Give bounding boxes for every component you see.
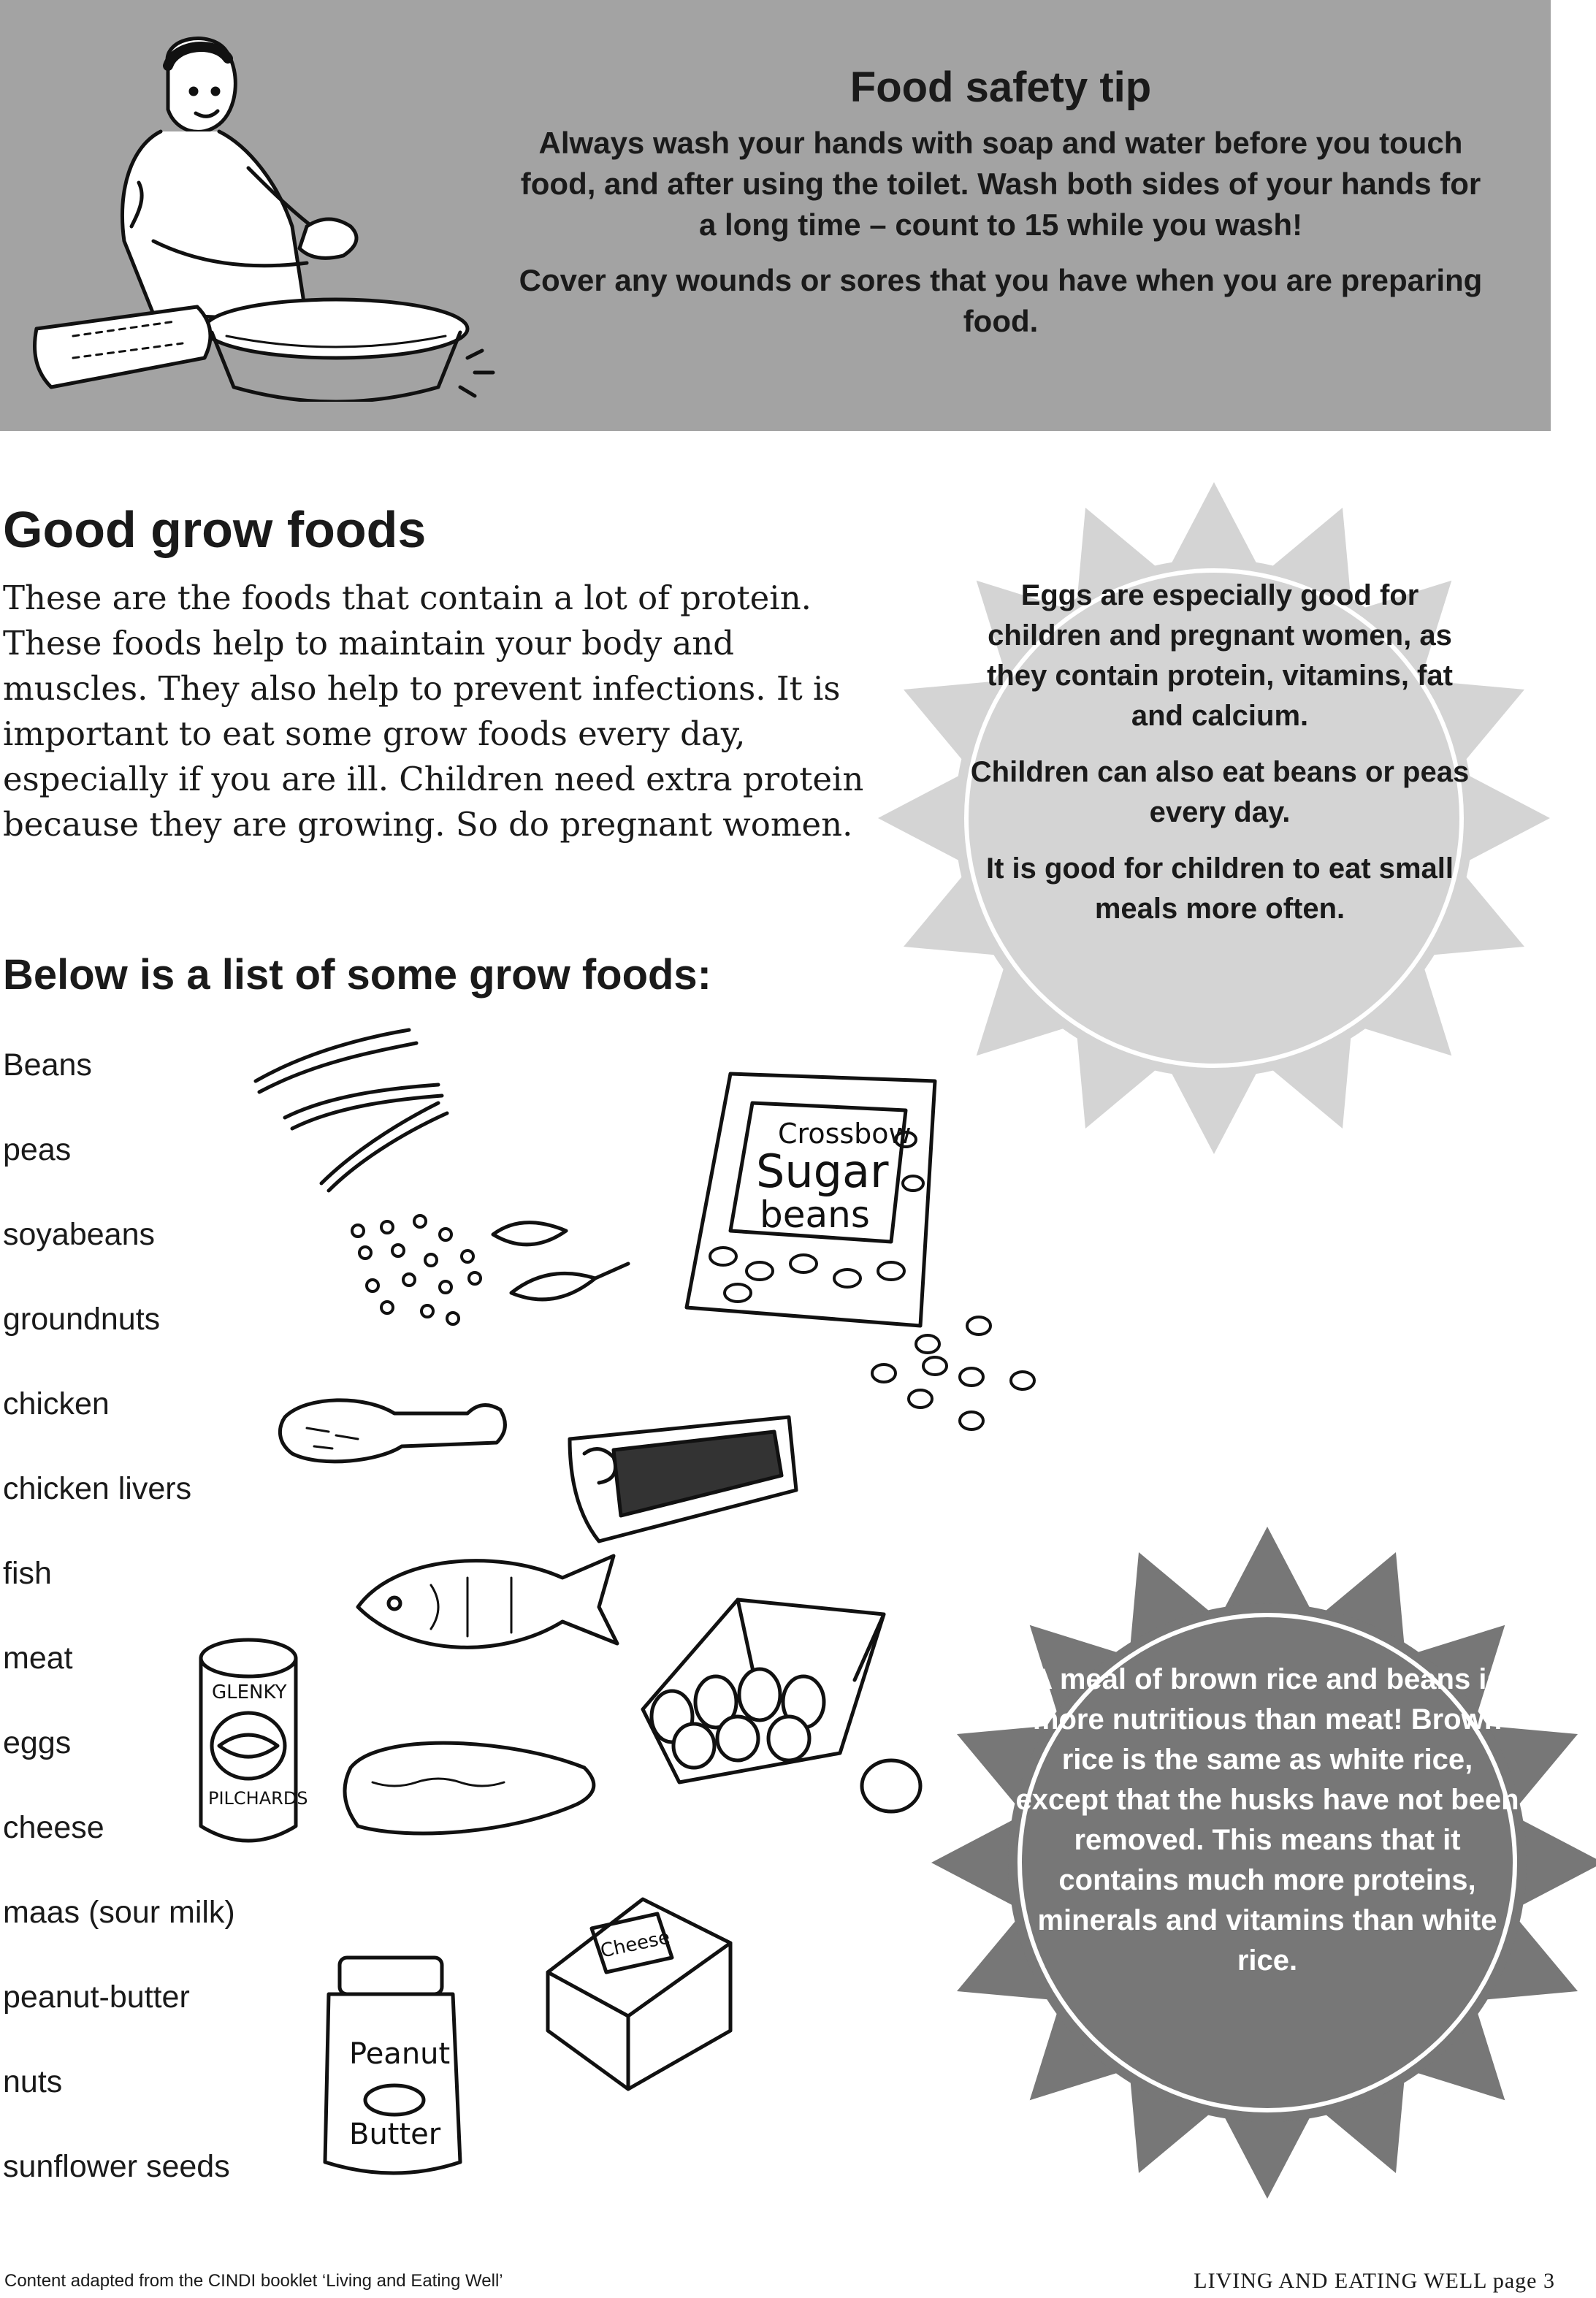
cheese-block-icon xyxy=(548,1899,730,2089)
list-item: eggs xyxy=(3,1725,72,1760)
steak-icon xyxy=(570,1417,796,1541)
list-item: chicken xyxy=(3,1386,110,1421)
green-beans-icon xyxy=(256,1030,447,1191)
bag-label-line1: Sugar xyxy=(756,1145,889,1198)
list-heading: Below is a list of some grow foods: xyxy=(3,951,711,999)
bag-brand-label: Crossbow xyxy=(778,1118,912,1150)
tip-title: Food safety tip xyxy=(849,64,1152,111)
brown-rice-sun-text xyxy=(1015,1660,1519,1981)
sun1-paragraph-2: Children can also eat beans or peas every day. xyxy=(970,756,1470,828)
tin-label-top: GLENKY xyxy=(212,1681,287,1703)
list-item: fish xyxy=(3,1556,52,1591)
intro-paragraph: These are the foods that contain a lot of protein. These foods help to maintain your body and muscles. They also help to prevent infections. It is important to eat some grow foods every day, especially if you are ill. Children need extra protein because they are growing. So do pregnant women. xyxy=(3,579,864,844)
list-item: Beans xyxy=(3,1047,92,1083)
list-item: nuts xyxy=(3,2064,63,2099)
peanut-butter-jar-icon xyxy=(325,1958,460,2173)
peas-icon xyxy=(352,1215,628,1324)
egg-tray-icon xyxy=(643,1600,920,1812)
list-item: peas xyxy=(3,1132,72,1167)
jar-label-line2: Butter xyxy=(349,2118,441,2151)
sugar-beans-bag-icon xyxy=(687,1074,935,1326)
sun2-paragraph: A meal of brown rice and beans is more nutritious than meat! Brown rice is the same as white rice, except that the husks have not been removed. This means that it contains much more proteins, minerals and vitamins than white rice. xyxy=(1015,1663,1519,1977)
footer-page-label: LIVING AND EATING WELL page 3 xyxy=(1194,2269,1555,2293)
tip-paragraph-2: Cover any wounds or sores that you have when you are preparing food. xyxy=(519,263,1483,338)
pilchards-tin-icon xyxy=(201,1640,308,1841)
list-item: peanut-butter xyxy=(3,1980,190,2015)
footer-credit: Content adapted from the CINDI booklet ‘Living and Eating Well’ xyxy=(4,2271,503,2291)
chicken-liver-icon xyxy=(345,1743,594,1833)
chicken-drumstick-icon xyxy=(280,1400,505,1462)
list-item: chicken livers xyxy=(3,1471,192,1506)
list-item: groundnuts xyxy=(3,1302,161,1337)
tin-label-bottom: PILCHARDS xyxy=(208,1788,308,1809)
jar-label-line1: Peanut xyxy=(349,2037,451,2071)
tip-paragraph-1: Always wash your hands with soap and water before you touch food, and after using the toilet. Wash both sides of your hands for a long time – count to 15 while you wash! xyxy=(520,126,1481,242)
list-item: cheese xyxy=(3,1810,104,1845)
loose-beans-icon xyxy=(872,1317,1034,1429)
sun1-paragraph-1: Eggs are especially good for children and pregnant women, as they contain protein, vitamins, fat and calcium. xyxy=(987,579,1453,732)
section-title: Good grow foods xyxy=(3,501,427,558)
bag-label-line2: beans xyxy=(760,1194,870,1236)
cheese-label: Cheese xyxy=(598,1926,672,1963)
fish-icon xyxy=(358,1556,617,1647)
list-item: soyabeans xyxy=(3,1217,155,1252)
list-item: sunflower seeds xyxy=(3,2149,230,2184)
list-item: maas (sour milk) xyxy=(3,1895,235,1930)
eggs-sun-text xyxy=(964,576,1475,929)
list-item: meat xyxy=(3,1641,73,1676)
sun1-paragraph-3: It is good for children to eat small meals more often. xyxy=(985,852,1454,925)
